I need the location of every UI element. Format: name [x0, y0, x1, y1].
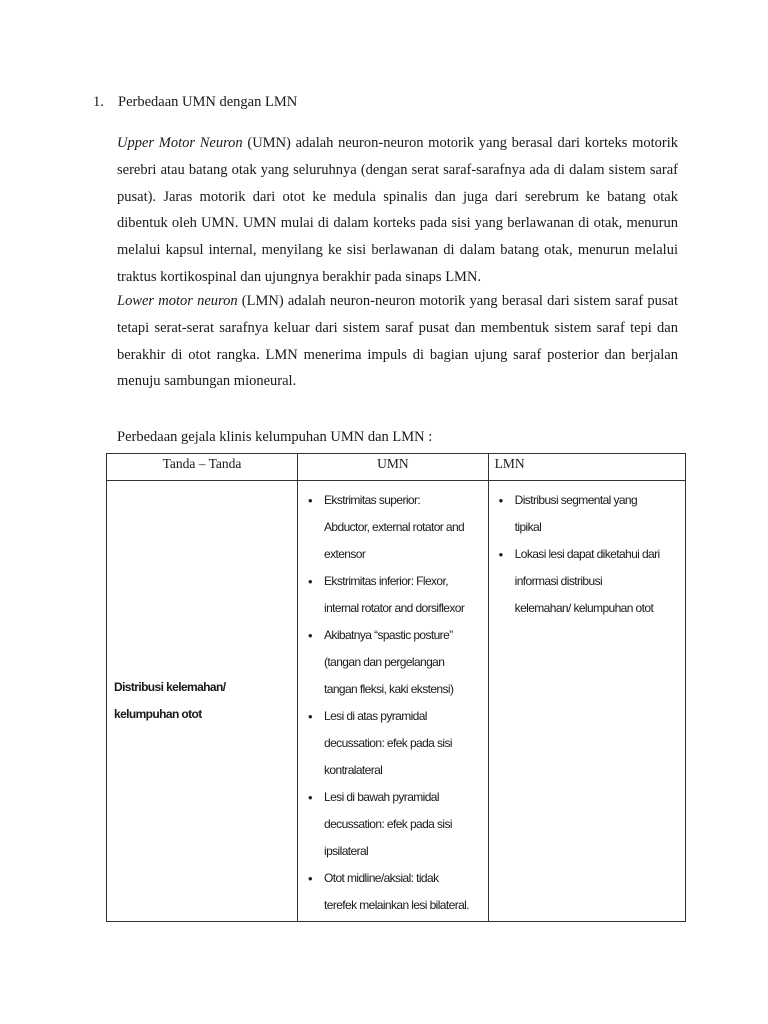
list-item: [324, 865, 484, 919]
umn-cell: [298, 481, 489, 922]
list-item-line: ipsilateral: [324, 844, 369, 858]
header-umn: UMN: [298, 454, 489, 481]
table-header-row: [107, 454, 686, 481]
list-item: [324, 487, 484, 568]
list-item-line: • Akibatnya “spastic posture”: [324, 628, 453, 642]
list-item: [515, 541, 681, 622]
umn-term: Upper Motor Neuron: [117, 135, 243, 151]
criteria-cell: [107, 481, 298, 922]
umn-definition: [117, 130, 678, 291]
section-title: Perbedaan UMN dengan LMN: [118, 94, 298, 110]
lmn-paragraph: [117, 288, 678, 395]
list-item-line: • Lokasi lesi dapat diketahui dari: [514, 547, 660, 561]
list-item-line: • Distribusi segmental yang: [514, 493, 638, 507]
list-item-line: decussation: efek pada sisi: [324, 817, 452, 831]
umn-text: (UMN) adalah neuron-neuron motorik yang berasal dari korteks motorik serebri atau batang otak yang seluruhnya (dengan serat saraf-sarafnya ada di dalam sistem saraf pusat). Jaras motorik dari otot ke medula spinalis dan juga dari serebrum ke batang otak dibentuk oleh UMN. UMN mulai di dalam korteks pada sisi yang berlawanan di otak, menurun melalui kapsul internal, menyilang ke sisi berlawanan di dalam batang otak, menurun melalui traktus kortikospinal dan ujungnya berakhir pada sinaps LMN.: [117, 135, 678, 285]
lmn-definition: [117, 288, 678, 395]
list-item: [324, 568, 484, 622]
umn-paragraph: [117, 130, 678, 291]
list-item-line: decussation: efek pada sisi: [324, 736, 452, 750]
list-item-line: informasi distribusi: [514, 574, 603, 588]
criteria-line: kelumpuhan otot: [114, 707, 202, 721]
list-item-line: (tangan dan pergelangan: [324, 655, 445, 669]
lmn-text: (LMN) adalah neuron-neuron motorik yang berasal dari sistem saraf pusat tetapi serat-serat sarafnya keluar dari sistem saraf pusat dan membentuk sistem saraf tepi dan berakhir di otot rangka. LMN menerima impuls di bagian ujung saraf posterior dan berjalan menuju sambungan mioneural.: [117, 293, 679, 390]
list-item: [515, 487, 681, 541]
list-item-line: kelemahan/ kelumpuhan otot: [514, 601, 654, 615]
list-item-line: tangan fleksi, kaki ekstensi): [324, 682, 454, 696]
list-item-line: internal rotator and dorsiflexor: [324, 601, 465, 615]
section-heading: [93, 92, 297, 112]
table-row: [107, 481, 686, 922]
section-number: 1.: [93, 94, 104, 110]
header-criteria: Tanda – Tanda: [107, 454, 298, 481]
header-lmn: LMN: [488, 454, 685, 481]
list-item-line: • Ekstrimitas superior:: [324, 493, 421, 507]
list-item-line: terefek melainkan lesi bilateral.: [324, 898, 469, 912]
list-item-line: • Lesi di atas pyramidal: [324, 709, 427, 723]
list-item: [324, 784, 484, 865]
criteria-label: [107, 674, 297, 728]
comparison-table: [106, 453, 686, 922]
list-item-line: extensor: [324, 547, 366, 561]
lmn-term: Lower motor neuron: [117, 293, 238, 309]
lmn-list: [489, 481, 685, 624]
list-item-line: • Otot midline/aksial: tidak: [324, 871, 439, 885]
lmn-cell: [488, 481, 685, 922]
list-item-line: Abductor, external rotator and: [324, 520, 465, 534]
umn-list: [298, 481, 488, 921]
list-item-line: • Ekstrimitas inferior: Flexor,: [324, 574, 448, 588]
list-item-line: kontralateral: [324, 763, 383, 777]
criteria-line: Distribusi kelemahan/: [114, 680, 226, 694]
list-item: [324, 622, 484, 703]
list-item-line: • Lesi di bawah pyramidal: [324, 790, 439, 804]
table-caption: Perbedaan gejala klinis kelumpuhan UMN dan LMN :: [117, 429, 433, 445]
list-item-line: tipikal: [514, 520, 542, 534]
list-item: [324, 703, 484, 784]
